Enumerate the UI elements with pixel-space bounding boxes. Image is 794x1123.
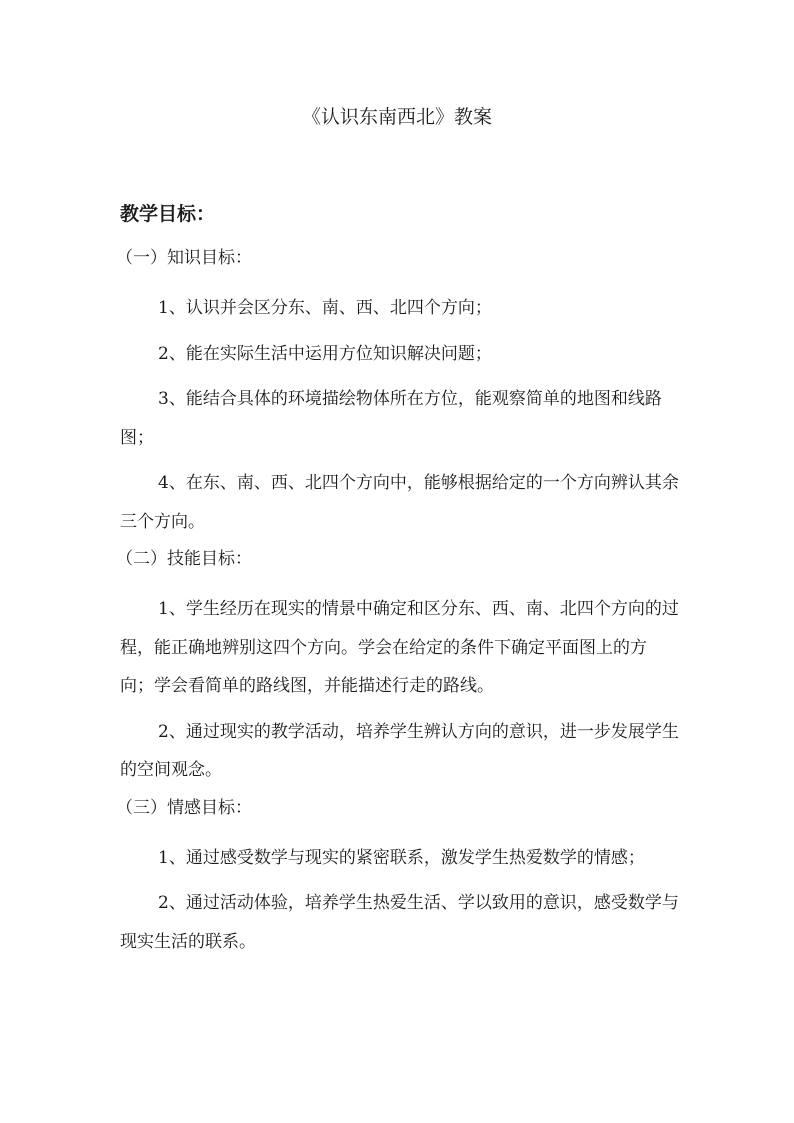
section-label-skills: （二）技能目标： — [116, 549, 252, 569]
knowledge-item-2: 2、能在实际生活中运用方位知识解决问题； — [158, 343, 492, 364]
section-label-knowledge: （一）知识目标： — [116, 248, 252, 268]
emotion-item-2: 2、通过活动体验，培养学生热爱生活、学以致用的意识，感受数学与现实生活的联系。 — [120, 893, 679, 952]
document-body — [116, 243, 680, 968]
document-title: 《认识东南西北》教案 — [301, 106, 492, 128]
knowledge-item-1: 1、认识并会区分东、南、西、北四个方向； — [158, 298, 492, 318]
knowledge-item-3: 3、能结合具体的环境描绘物体所在方位，能观察简单的地图和线路图； — [120, 389, 662, 448]
skills-item-2: 2、通过现实的教学活动，培养学生辨认方向的意识，进一步发展学生的空间观念。 — [120, 721, 679, 780]
knowledge-item-4: 4、在东、南、西、北四个方向中，能够根据给定的一个方向辨认其余三个方向。 — [120, 473, 679, 532]
section-label-emotion: （三）情感目标： — [116, 797, 252, 818]
skills-item-1: 1、学生经历在现实的情景中确定和区分东、西、南、北四个方向的过程，能正确地辨别这四个方向。学会在给定的条件下确定平面图上的方向；学会看简单的路线图，并能描述行走的路线。 — [120, 599, 679, 696]
emotion-item-1: 1、通过感受数学与现实的紧密联系，激发学生热爱数学的情感； — [158, 847, 645, 868]
teaching-goals-heading: 教学目标： — [120, 203, 216, 225]
